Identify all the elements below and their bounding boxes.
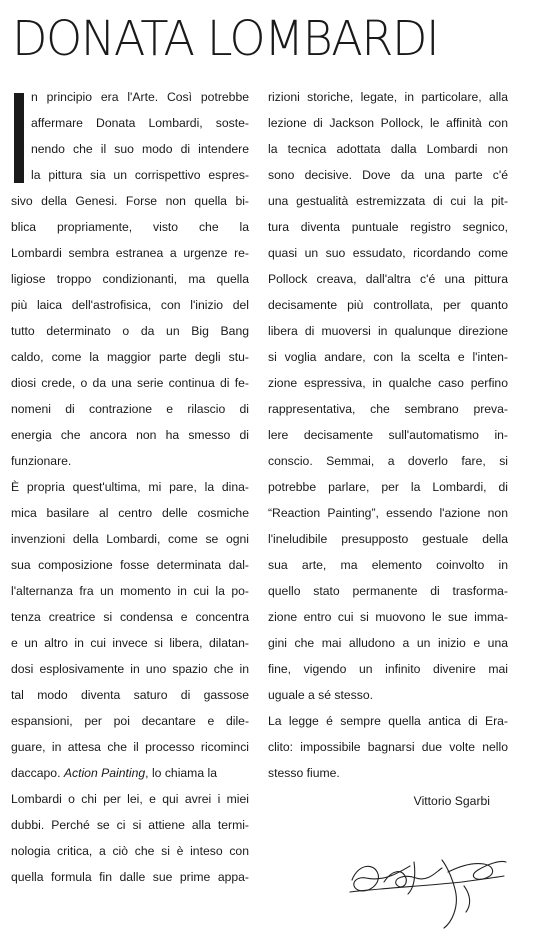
- text-line: nomeni di contrazione e rilascio di: [11, 402, 249, 416]
- text-line: quella formula fin dalle sue prime appa-: [11, 870, 249, 884]
- text-line: affermare Donata Lombardi, soste-: [31, 116, 249, 130]
- text-line: libera di muoversi in qualunque direzione: [268, 324, 508, 338]
- text-line: conscio. Semmai, a doverlo fare, si: [268, 454, 508, 468]
- text-line: ligiose troppo condizionanti, ma quella: [11, 272, 249, 286]
- text-line: una gestualità estremizzata di cui la pit-: [268, 194, 508, 208]
- text-line: potrebbe parlare, per la Lombardi, di: [268, 480, 508, 494]
- text-line: l'ineludibile presupposto gestuale della: [268, 532, 508, 546]
- page-title: DONATA LOMBARDI: [12, 11, 439, 67]
- text-line: blica propriamente, visto che la: [11, 220, 249, 234]
- text-line: la pittura sia un corrispettivo espres-: [31, 168, 249, 182]
- text-line: nendo che il suo modo di intendere: [31, 142, 249, 156]
- text-line: Pollock creava, dall'altra c'é una pittura: [268, 272, 508, 286]
- text-line: sua arte, ma elemento coinvolto in: [268, 558, 508, 572]
- text-fragment: daccapo.: [11, 766, 61, 780]
- text-line: quello stato permanente di trasforma-: [268, 584, 508, 598]
- text-line: lere decisamente sull'automatismo in-: [268, 428, 508, 442]
- text-line: stesso fiume.: [268, 766, 340, 780]
- text-line: n principio era l'Arte. Così potrebbe: [31, 90, 249, 104]
- text-line: uguale a sé stesso.: [268, 688, 374, 702]
- italic-term: Action Painting: [63, 766, 146, 780]
- text-line-mixed: [11, 760, 249, 786]
- text-line: sua composizione fosse determinata dal-: [11, 558, 249, 572]
- text-line: fine, vigendo un infinito divenire mai: [268, 662, 508, 676]
- text-line: dubbi. Perché se ci si attiene alla termi-: [11, 818, 249, 832]
- author-name: Vittorio Sgarbi: [413, 794, 490, 808]
- text-line: tutto determinato o da un Big Bang: [11, 324, 249, 338]
- text-line: sivo della Genesi. Forse non quella bi-: [11, 194, 249, 208]
- text-line: clito: impossibile bagnarsi due volte nello: [268, 740, 508, 754]
- text-column-right: [268, 84, 508, 814]
- text-line: la tecnica adottata dalla Lombardi non: [268, 142, 508, 156]
- text-line: quasi un suo essudato, ricordando come: [268, 246, 508, 260]
- text-line: zione espressiva, in qualche caso perfino: [268, 376, 508, 390]
- text-line: “Reaction Painting”, essendo l'azione non: [268, 506, 508, 520]
- text-line: dosi esplosivamente in uno spazio che in: [11, 662, 249, 676]
- text-line: invenzioni della Lombardi, come se ogni: [11, 532, 249, 546]
- text-line: tenza creatrice si condensa e concentra: [11, 610, 249, 624]
- text-line: più laica dell'astrofisica, con l'inizio del: [11, 298, 249, 312]
- text-line: rappresentativa, che sembrano preva-: [268, 402, 508, 416]
- text-line: tura diventa puntuale registro segnico,: [268, 220, 508, 234]
- text-line: La legge é sempre quella antica di Era-: [268, 714, 508, 728]
- text-line: diosi crede, o da una serie continua di fe-: [11, 376, 249, 390]
- text-line: gini che mai alludono a un inizio e una: [268, 636, 508, 650]
- text-line: decisamente più controllata, per quanto: [268, 298, 508, 312]
- text-line: l'alternanza fra un momento in cui la po-: [11, 584, 249, 598]
- text-line: caldo, come la maggior parte degli stu-: [11, 350, 249, 364]
- text-line: Lombardi o chi per lei, e qui avrei i miei: [11, 792, 249, 806]
- text-line: sono decisive. Dove da una parte c'é: [268, 168, 508, 182]
- text-line: lezione di Jackson Pollock, le affinità con: [268, 116, 508, 130]
- text-fragment: , lo chiama la: [145, 766, 217, 780]
- text-line: nologia critica, a ciò che si è inteso con: [11, 844, 249, 858]
- text-line: si voglia andare, con la scelta e l'inten-: [268, 350, 508, 364]
- handwritten-signature: [344, 842, 514, 932]
- text-line: tal modo diventa saturo di gassose: [11, 688, 249, 702]
- text-line: mica basilare al centro delle cosmiche: [11, 506, 249, 520]
- text-line: Lombardi sembra estranea a urgenze re-: [11, 246, 249, 260]
- text-line: espansioni, per poi decantare e dile-: [11, 714, 249, 728]
- text-line: zione entro cui si muovono le sue imma-: [268, 610, 508, 624]
- text-line: guare, in attesa che il processo ricominci: [11, 740, 249, 754]
- text-line: È propria quest'ultima, mi pare, la dina-: [11, 480, 249, 494]
- text-column-left: [11, 84, 249, 890]
- text-line: funzionare.: [11, 454, 72, 468]
- text-line: e un altro in cui invece si libera, dilatan-: [11, 636, 249, 650]
- text-line: rizioni storiche, legate, in particolare, alla: [268, 90, 508, 104]
- text-line: energia che ancora non ha smesso di: [11, 428, 249, 442]
